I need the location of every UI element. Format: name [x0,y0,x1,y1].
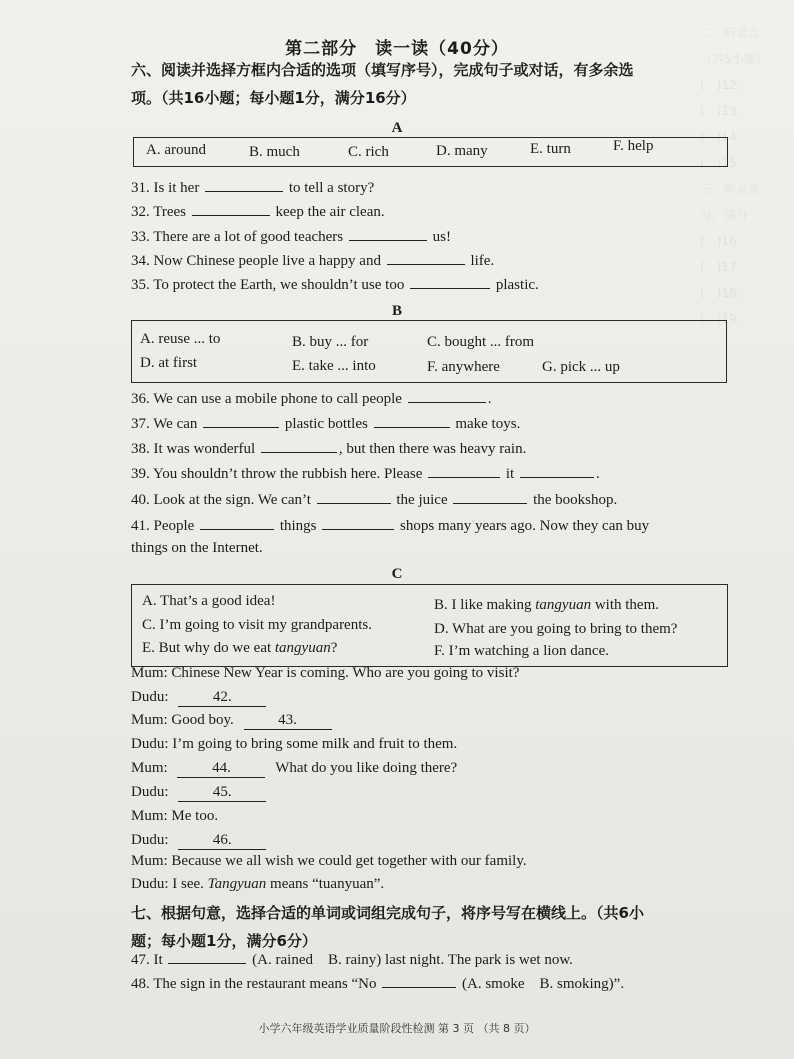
box-a [133,137,728,167]
dialogue-line: Mum: Chinese New Year is coming. Who are you going to visit? [131,665,520,681]
question-text: 35. To protect the Earth, we shouldn’t use too [131,277,405,293]
answer-blank-45[interactable]: 45. [178,784,266,802]
speaker: Dudu: [131,832,169,848]
question-text: 48. The sign in the restaurant means “No [131,976,377,992]
answer-blank-42[interactable]: 42. [178,689,266,707]
section6-instruction [131,56,743,112]
dialogue-line [131,689,266,707]
section7-instruction-line2: 题；每小题1分，满分6分） [131,932,317,950]
answer-blank-46[interactable]: 46. [178,832,266,850]
question-40 [131,489,617,509]
question-text: keep the air clean. [275,204,385,220]
question-text: . [595,466,600,482]
answer-blank-43[interactable]: 43. [244,712,332,730]
question-47 [131,948,573,969]
bleed-through-text: 二、听录音 （共5小题） ( )12. ( )13. ( )14. ( )15. 三、听录音 分，满分 ( )16. ( )17. ( )18. ( )19. [700,26,768,326]
question-31 [131,177,374,197]
box-c-option: B. I like making tangyuan with them. [434,597,659,613]
question-text: plastic bottles [284,416,368,432]
answer-blank-44[interactable]: 44. [177,760,265,778]
question-text: life. [470,253,495,269]
question-text: 32. Trees [131,204,187,220]
question-32 [131,201,385,221]
box-b [131,320,727,383]
answer-blank[interactable] [387,250,465,265]
answer-blank[interactable] [200,515,274,530]
question-text: 47. It [131,952,163,968]
box-c-option: D. What are you going to bring to them? [434,621,678,637]
section6-instruction-line2: 项。（共16小题；每小题1分，满分16分） [131,89,416,107]
box-a-option: F. help [613,138,654,154]
question-48 [131,972,624,993]
answer-blank[interactable] [520,463,594,478]
answer-blank[interactable] [261,438,337,453]
box-b-label: B [391,303,402,319]
box-a-option: B. much [249,144,300,160]
answer-blank[interactable] [168,949,246,964]
question-text: plastic. [495,277,539,293]
box-b-option: A. reuse ... to [140,331,221,347]
question-text: 31. Is it her [131,180,200,196]
box-b-option: C. bought ... from [427,334,535,350]
answer-blank[interactable] [410,274,490,289]
box-b-option: B. buy ... for [292,334,369,350]
box-c-option: F. I’m watching a lion dance. [434,643,609,659]
question-text: . [487,391,492,407]
question-text: to tell a story? [288,180,375,196]
question-text: make toys. [455,416,521,432]
question-text: 41. People [131,518,195,534]
box-c [131,584,728,667]
question-34 [131,250,494,270]
section6-instruction-line1: 六、阅读并选择方框内合适的选项（填写序号），完成句子或对话，有多余选 [131,61,634,79]
question-text: 33. There are a lot of good teachers [131,229,344,245]
section7-instruction [131,899,731,955]
question-text: the juice [396,492,448,508]
answer-blank[interactable] [428,463,500,478]
box-c-option: E. But why do we eat tangyuan? [142,640,338,656]
box-a-label: A [391,120,403,136]
question-text: , but then there was heavy rain. [338,441,527,457]
question-37 [131,413,520,433]
dialogue-line: Dudu: I’m going to bring some milk and fruit to them. [131,736,458,752]
box-b-option: G. pick ... up [542,359,620,375]
question-39 [131,463,600,483]
speaker: Mum: [131,760,168,776]
dialogue-line: Dudu: I see. Tangyuan means “tuanyuan”. [131,876,385,892]
question-text: 40. Look at the sign. We can’t [131,492,311,508]
box-c-option: A. That’s a good idea! [142,593,276,609]
question-text: (A. smoke B. smoking)”. [462,976,625,992]
question-text: us! [432,229,451,245]
answer-blank[interactable] [317,489,391,504]
question-text: shops many years ago. Now they can buy [400,518,650,534]
box-b-option: F. anywhere [427,359,500,375]
answer-blank[interactable] [322,515,394,530]
page-title: 第二部分 读一读（40分） [285,39,509,59]
box-c-label: C [391,566,403,582]
box-b-option: E. take ... into [292,358,376,374]
speaker: Mum: Good boy. [131,712,234,728]
speaker: Dudu: [131,784,169,800]
answer-blank[interactable] [349,226,427,241]
dialogue-line [131,712,332,730]
question-35 [131,274,539,294]
question-33 [131,226,451,246]
question-text: 38. It was wonderful [131,441,256,457]
dialogue-text: What do you like doing there? [275,760,458,776]
question-38 [131,438,526,458]
question-text: (A. rained B. rainy) last night. The park is wet now. [252,952,573,968]
dialogue-line [131,760,457,778]
answer-blank[interactable] [453,489,527,504]
box-a-option: A. around [146,142,206,158]
box-b-option: D. at first [140,355,198,371]
dialogue-line [131,784,266,802]
answer-blank[interactable] [382,973,456,988]
box-a-option: E. turn [530,141,571,157]
dialogue-line: Mum: Because we all wish we could get together with our family. [131,853,527,869]
question-text: 39. You shouldn’t throw the rubbish here. Please [131,466,423,482]
question-text: things [279,518,317,534]
question-text: 37. We can [131,416,198,432]
box-a-option: C. rich [348,144,389,160]
question-41 [131,515,649,535]
speaker: Dudu: [131,689,169,705]
section7-instruction-line1: 七、根据句意，选择合适的单词或词组完成句子，将序号写在横线上。（共6小 [131,904,644,922]
dialogue-line [131,832,266,850]
question-41-continued: things on the Internet. [131,540,263,556]
answer-blank[interactable] [192,201,270,216]
question-36 [131,388,491,408]
question-text: it [505,466,515,482]
question-text: 36. We can use a mobile phone to call people [131,391,402,407]
answer-blank[interactable] [203,413,279,428]
answer-blank[interactable] [408,388,486,403]
question-text: the bookshop. [533,492,618,508]
page-footer: 小学六年级英语学业质量阶段性检测 第 3 页 （共 8 页） [258,1022,536,1035]
answer-blank[interactable] [205,177,283,192]
dialogue-line: Mum: Me too. [131,808,219,824]
box-c-option: C. I’m going to visit my grandparents. [142,617,372,633]
question-text: 34. Now Chinese people live a happy and [131,253,381,269]
answer-blank[interactable] [374,413,450,428]
box-a-option: D. many [436,143,488,159]
